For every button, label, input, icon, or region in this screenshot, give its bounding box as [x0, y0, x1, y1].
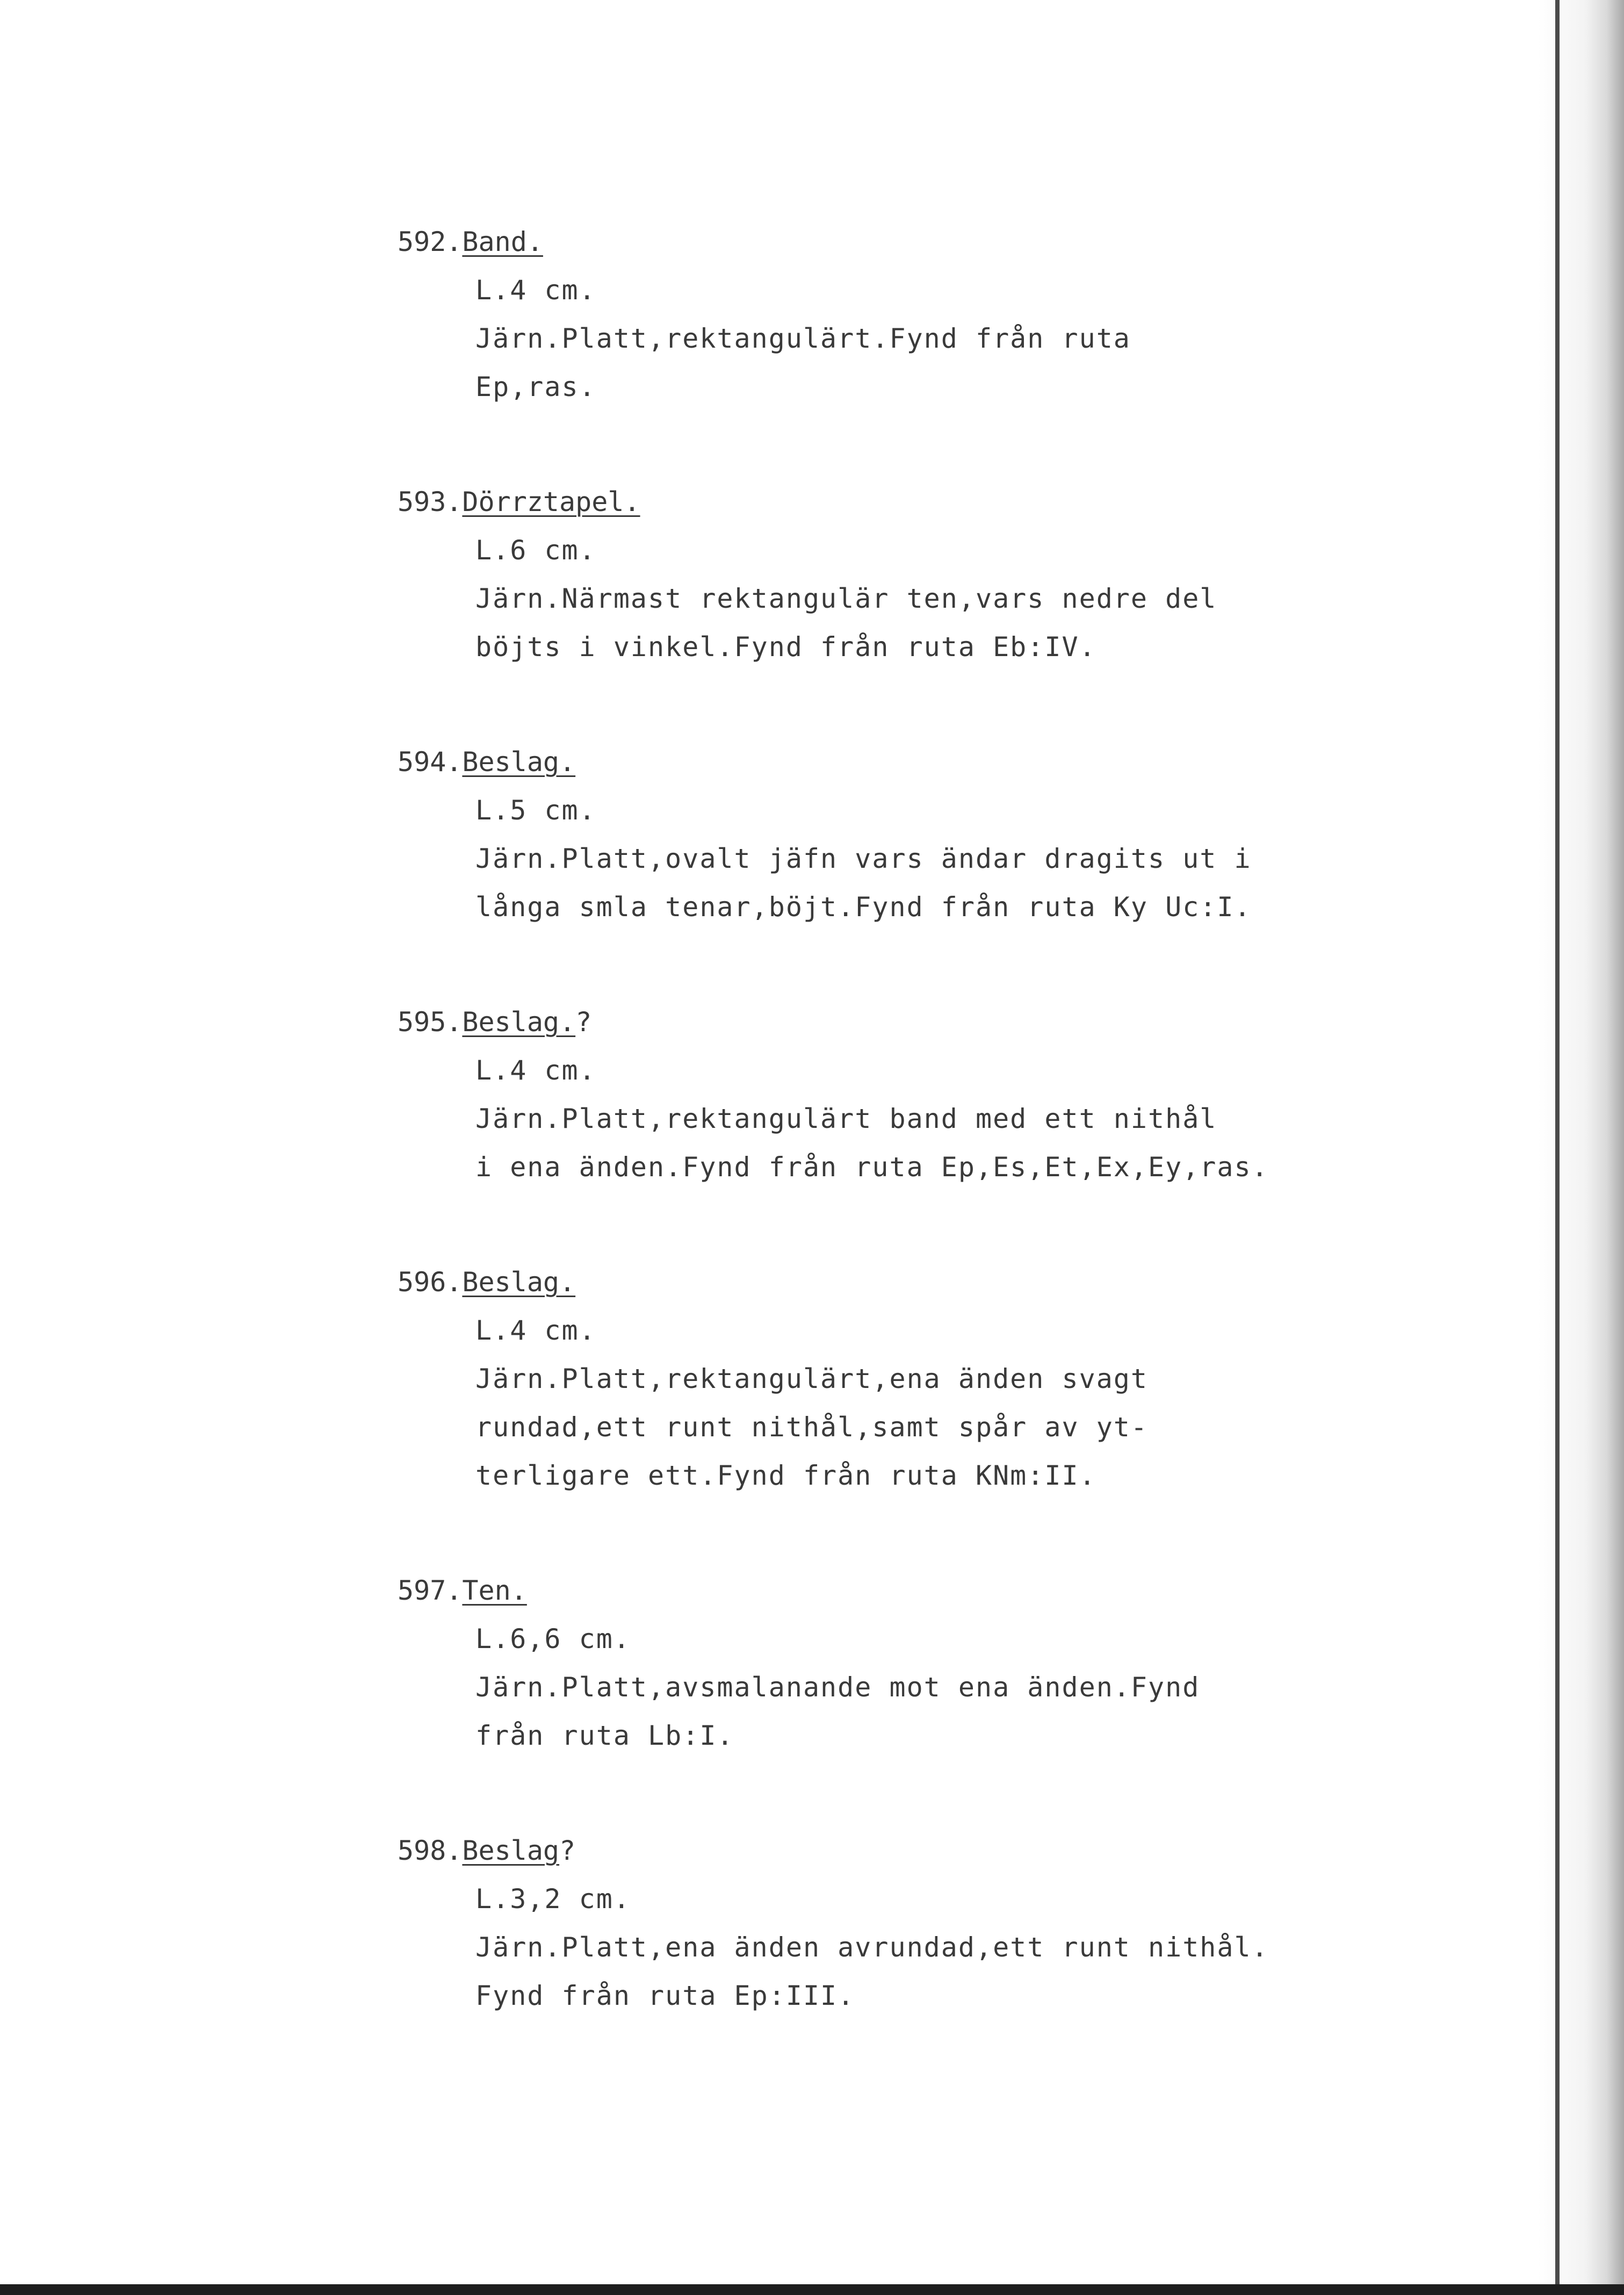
- entry-number: 597.: [398, 1575, 463, 1606]
- entry-number: 595.: [398, 1006, 463, 1038]
- entry-title: Ten.: [462, 1575, 527, 1606]
- entry-description-line: Järn.Platt,rektangulärt.Fynd från ruta: [475, 323, 1131, 354]
- entry-description-line: Järn.Platt,rektangulärt band med ett nithål: [475, 1103, 1217, 1134]
- entry-title: Beslag.: [462, 746, 576, 778]
- entry-number: 593.: [398, 486, 463, 517]
- entry-heading: [398, 478, 1418, 526]
- entry-number: 596.: [398, 1267, 463, 1298]
- entry-heading: [398, 998, 1418, 1046]
- page-edge-line: [1555, 0, 1560, 2295]
- entry-description-line: Järn.Platt,ena änden avrundad,ett runt nithål.: [475, 1932, 1269, 1963]
- catalog-entry-596: [398, 1258, 1418, 1500]
- catalog-entry-598: [398, 1826, 1418, 2020]
- entry-description-line: långa smla tenar,böjt.Fynd från ruta Ky Uc:I.: [475, 891, 1252, 923]
- entry-title: Beslag.: [462, 1267, 576, 1298]
- entry-length: L.3,2 cm.: [475, 1883, 631, 1915]
- entry-number: 592.: [398, 226, 463, 257]
- entry-heading: [398, 1826, 1418, 1875]
- entry-heading: [398, 1566, 1418, 1615]
- entry-description-line: Järn.Platt,avsmalanande mot ena änden.Fynd: [475, 1672, 1200, 1703]
- entry-heading: [398, 218, 1418, 266]
- page-bottom-border: [0, 2284, 1624, 2295]
- entry-description-line: böjts i vinkel.Fynd från ruta Eb:IV.: [475, 631, 1096, 663]
- entry-length: L.4 cm.: [475, 1055, 596, 1086]
- entry-description-line: terligare ett.Fynd från ruta KNm:II.: [475, 1460, 1096, 1491]
- entry-number: 594.: [398, 746, 463, 778]
- entry-description-line: i ena änden.Fynd från ruta Ep,Es,Et,Ex,Ey,ras.: [475, 1152, 1269, 1183]
- entry-heading: [398, 1258, 1418, 1306]
- entry-heading: [398, 738, 1418, 786]
- catalog-entry-595: [398, 998, 1418, 1191]
- entry-description-line: rundad,ett runt nithål,samt spår av yt-: [475, 1412, 1148, 1443]
- entry-length: L.4 cm.: [475, 1315, 596, 1346]
- catalog-entry-593: [398, 478, 1418, 671]
- entry-title: Dörrztapel.: [462, 486, 640, 517]
- entry-description-line: Fynd från ruta Ep:III.: [475, 1980, 855, 2011]
- entry-length: L.6 cm.: [475, 535, 596, 566]
- entry-length: L.4 cm.: [475, 275, 596, 306]
- entry-title-suffix: ?: [559, 1835, 576, 1866]
- entry-description-line: Järn.Platt,rektangulärt,ena änden svagt: [475, 1363, 1148, 1394]
- entry-title: Band.: [462, 226, 543, 257]
- entry-description-line: Järn.Platt,ovalt jäfn vars ändar dragits ut i: [475, 843, 1252, 874]
- catalog-entry-597: [398, 1566, 1418, 1760]
- catalog-entries: [398, 218, 1418, 2087]
- entry-title: Beslag.: [462, 1006, 576, 1038]
- entry-description-line: från ruta Lb:I.: [475, 1720, 734, 1751]
- catalog-entry-594: [398, 738, 1418, 931]
- entry-number: 598.: [398, 1835, 463, 1866]
- entry-length: L.6,6 cm.: [475, 1623, 631, 1654]
- entry-length: L.5 cm.: [475, 795, 596, 826]
- entry-description-line: Ep,ras.: [475, 371, 596, 402]
- page-edge-shadow: [1538, 0, 1624, 2295]
- entry-title-suffix: ?: [575, 1006, 592, 1038]
- entry-description-line: Järn.Närmast rektangulär ten,vars nedre del: [475, 583, 1217, 614]
- entry-title: Beslag: [462, 1835, 560, 1866]
- catalog-entry-592: [398, 218, 1418, 411]
